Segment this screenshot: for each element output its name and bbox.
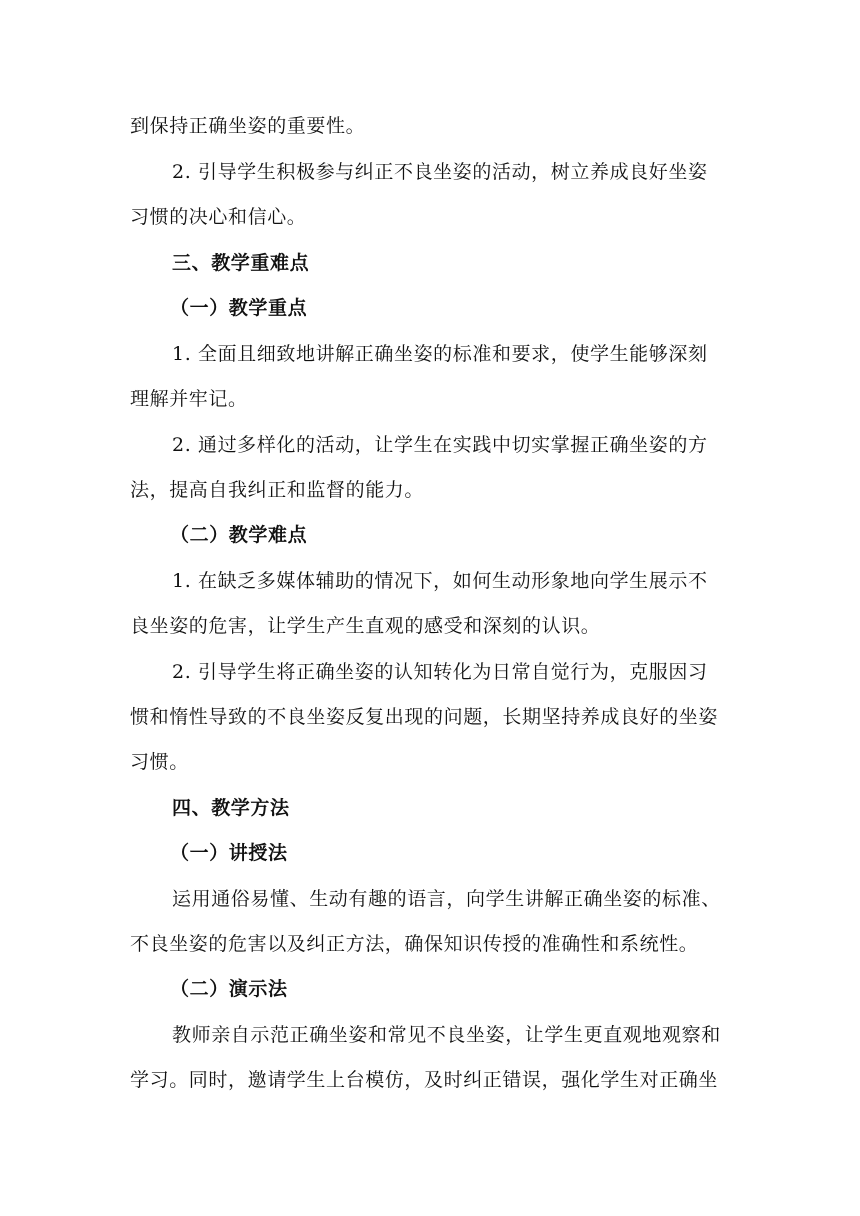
paragraph-line: 2. 引导学生将正确坐姿的认知转化为日常自觉行为，克服因习 (172, 661, 708, 683)
subsection-heading: （二）演示法 (170, 978, 288, 1000)
section-heading: 三、教学重难点 (172, 252, 310, 274)
paragraph-line: 教师亲自示范正确坐姿和常见不良坐姿，让学生更直观地观察和 (172, 1024, 721, 1046)
section-heading: 四、教学方法 (172, 797, 290, 819)
subsection-heading: （一）讲授法 (170, 842, 288, 864)
paragraph-line: 习惯。 (130, 751, 189, 773)
paragraph-line: 惯和惰性导致的不良坐姿反复出现的问题，长期坚持养成良好的坐姿 (130, 706, 719, 728)
paragraph-line: 不良坐姿的危害以及纠正方法，确保知识传授的准确性和系统性。 (130, 933, 699, 955)
paragraph-line: 法，提高自我纠正和监督的能力。 (130, 479, 425, 501)
paragraph-line: 学习。同时，邀请学生上台模仿，及时纠正错误，强化学生对正确坐 (130, 1069, 719, 1091)
paragraph-line: 良坐姿的危害，让学生产生直观的感受和深刻的认识。 (130, 615, 601, 637)
paragraph-line: 运用通俗易懂、生动有趣的语言，向学生讲解正确坐姿的标准、 (172, 888, 721, 910)
paragraph-line: 理解并牢记。 (130, 388, 248, 410)
paragraph-line: 2. 引导学生积极参与纠正不良坐姿的活动，树立养成良好坐姿 (172, 161, 708, 183)
paragraph-line: 2. 通过多样化的活动，让学生在实践中切实掌握正确坐姿的方 (172, 434, 708, 456)
paragraph-line: 到保持正确坐姿的重要性。 (130, 115, 366, 137)
subsection-heading: （二）教学难点 (170, 524, 308, 546)
paragraph-line: 1. 全面且细致地讲解正确坐姿的标准和要求，使学生能够深刻 (172, 343, 708, 365)
subsection-heading: （一）教学重点 (170, 297, 308, 319)
paragraph-line: 习惯的决心和信心。 (130, 206, 307, 228)
paragraph-line: 1. 在缺乏多媒体辅助的情况下，如何生动形象地向学生展示不 (172, 570, 708, 592)
